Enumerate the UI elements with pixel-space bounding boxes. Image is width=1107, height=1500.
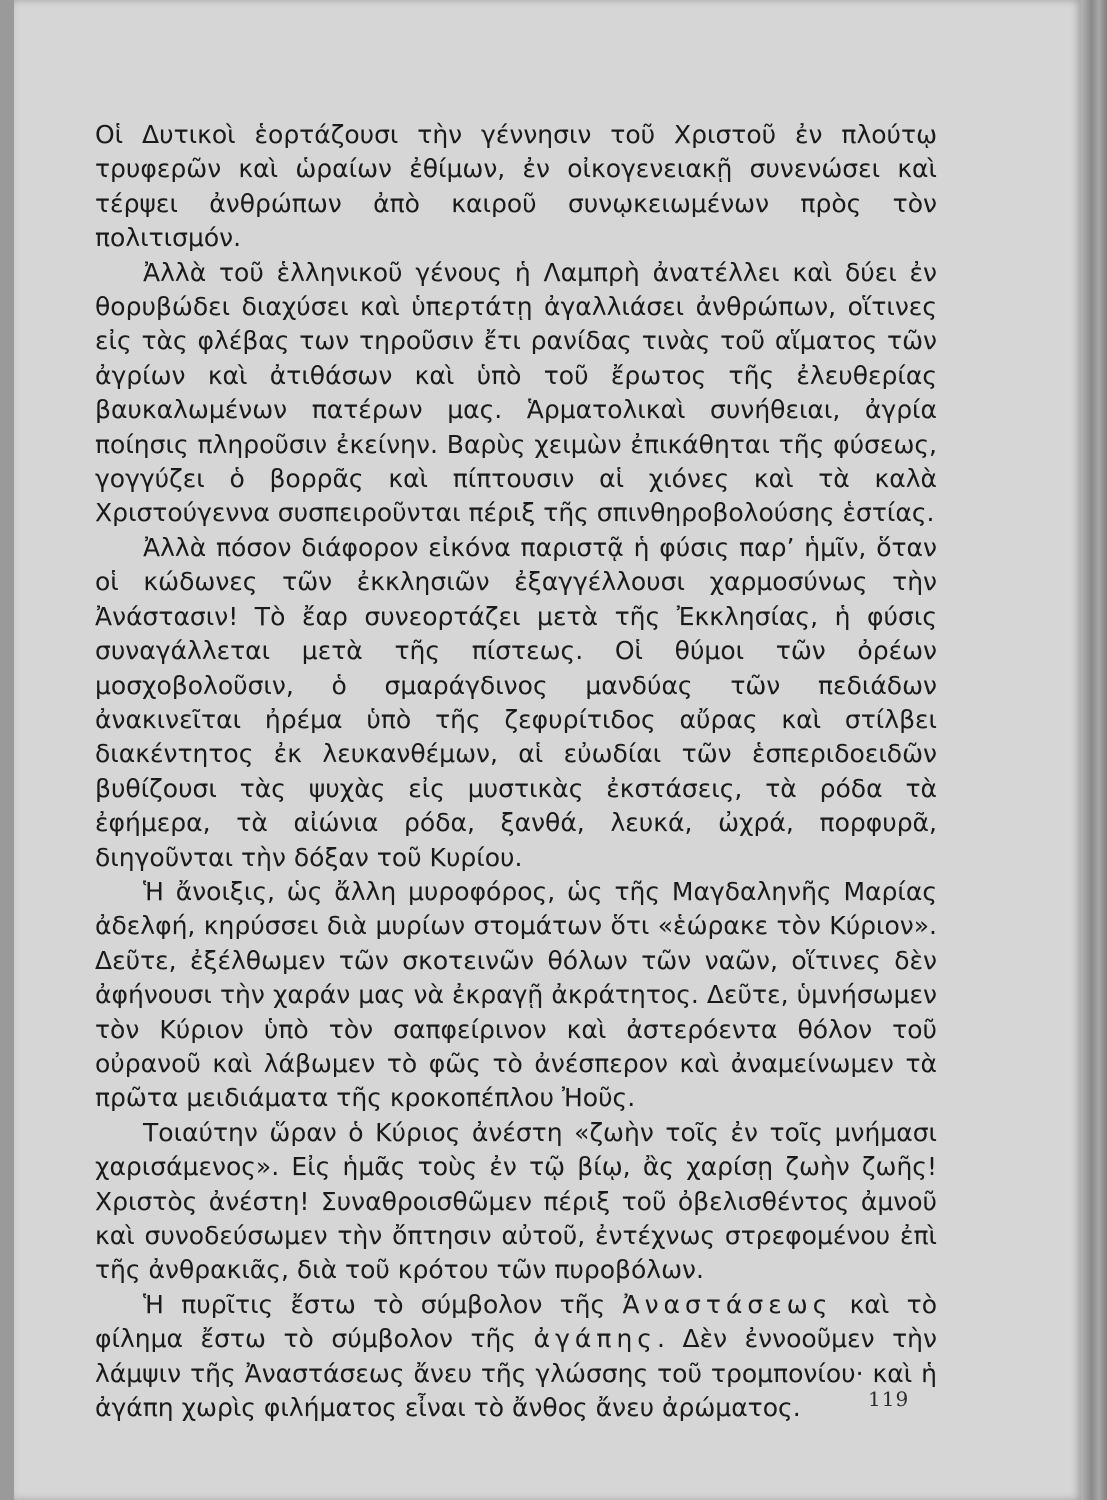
emphasis-agapis: ἀγάπης [533, 1324, 657, 1354]
paragraph-2: Ἀλλὰ τοῦ ἑλληνικοῦ γένους ἡ Λαμπρὴ ἀνατέλλει καὶ δύει ἐν θορυβώδει διαχύσει καὶ ὑπερτάτῃ ἀγαλλιάσει ἀνθρώπων, οἵτινες εἰς τὰς φλέβας των τηροῦσιν ἔτι ρανίδας τινὰς τοῦ αἵματος τῶν ἀγρίων καὶ ἀτιθάσων καὶ ὑπὸ τοῦ ἔρωτος τῆς ἐλευθερίας βαυκαλωμένων πατέρων μας. Ἁρματολικαὶ συνήθειαι, ἀγρία ποίησις πληροῦσιν ἐκείνην. Βαρὺς χειμὼν ἐπικάθηται τῆς φύσεως, γογγύζει ὁ βορρᾶς καὶ πίπτουσιν αἱ χιόνες καὶ τὰ καλὰ Χριστούγεννα συσπειροῦνται πέριξ τῆς σπινθηροβολούσης ἑστίας. [95, 257, 937, 528]
paragraph-6-part-3: . Δὲν ἐννοοῦμεν τὴν λάμψιν τῆς Ἀναστάσεως ἄνευ τῆς γλώσσης τοῦ τρομπονίου· καὶ ἡ ἀγάπη χωρὶς φιλήματος εἶναι τὸ ἄνθος ἄνευ ἀρώματος. [95, 1324, 937, 1423]
emphasis-anastaseos: Ἀναστάσεως [622, 1289, 833, 1319]
book-spine-edge [1081, 0, 1107, 1500]
page-left-edge [0, 0, 14, 1500]
paragraph-6-part-1: Ἡ πυρῖτις ἔστω τὸ σύμβολον τῆς [143, 1289, 623, 1319]
body-text [95, 118, 937, 1425]
paragraph-6-part-2: καὶ τὸ φίλημα ἔστω τὸ σύμβολον τῆς [95, 1289, 937, 1354]
paragraph-1: Οἱ Δυτικοὶ ἑορτάζουσι τὴν γέννησιν τοῦ Χριστοῦ ἐν πλούτῳ τρυφερῶν καὶ ὡραίων ἐθίμων, ἐν οἰκογενειακῇ συνενώσει καὶ τέρψει ἀνθρώπων ἀπὸ καιροῦ συνῳκειωμένων πρὸς τὸν πολιτισμόν. [95, 120, 937, 253]
page-number: 119 [868, 1387, 910, 1411]
paragraph-4: Ἡ ἄνοιξις, ὡς ἄλλη μυροφόρος, ὡς τῆς Μαγδαληνῆς Μαρίας ἀδελφή, κηρύσσει διὰ μυρίων στομάτων ὅτι «ἑώρακε τὸν Κύριον». Δεῦτε, ἐξέλθωμεν τῶν σκοτεινῶν θόλων τῶν ναῶν, οἵτινες δὲν ἀφήνουσι τὴν χαράν μας νὰ ἐκραγῇ ἀκράτητος. Δεῦτε, ὑμνήσωμεν τὸν Κύριον ὑπὸ τὸν σαπφείρινον καὶ ἀστερόεντα θόλον τοῦ οὐρανοῦ καὶ λάβωμεν τὸ φῶς τὸ ἀνέσπερον καὶ ἀναμείνωμεν τὰ πρῶτα μειδιάματα τῆς κροκοπέπλου Ἠοῦς. [95, 876, 937, 1113]
paragraph-6 [95, 1288, 937, 1426]
paragraph-3: Ἀλλὰ πόσον διάφορον εἰκόνα παριστᾷ ἡ φύσις παρ’ ἡμῖν, ὅταν οἱ κώδωνες τῶν ἐκκλησιῶν ἐξαγγέλλουσι χαρμοσύνως τὴν Ἀνάστασιν! Τὸ ἔαρ συνεορτάζει μετὰ τῆς Ἐκκλησίας, ἡ φύσις συναγάλλεται μετὰ τῆς πίστεως. Οἱ θύμοι τῶν ὀρέων μοσχοβολοῦσιν, ὁ σμαράγδινος μανδύας τῶν πεδιάδων ἀνακινεῖται ἠρέμα ὑπὸ τῆς ζεφυρίτιδος αὔρας καὶ στίλβει διακέντητος ἐκ λευκανθέμων, αἱ εὐωδίαι τῶν ἑσπεριδοειδῶν βυθίζουσι τὰς ψυχὰς εἰς μυστικὰς ἐκστάσεις, τὰ ρόδα τὰ ἐφήμερα, τὰ αἰώνια ρόδα, ξανθά, λευκά, ὠχρά, πορφυρᾶ, διηγοῦνται τὴν δόξαν τοῦ Κυρίου. [95, 532, 937, 872]
paragraph-5: Τοιαύτην ὥραν ὁ Κύριος ἀνέστη «ζωὴν τοῖς ἐν τοῖς μνήμασι χαρισάμενος». Εἰς ἡμᾶς τοὺς ἐν τῷ βίῳ, ἂς χαρίσῃ ζωὴν ζωῆς! Χριστὸς ἀνέστη! Συναθροισθῶμεν πέριξ τοῦ ὀβελισθέντος ἀμνοῦ καὶ συνοδεύσωμεν τὴν ὄπτησιν αὐτοῦ, ἐντέχνως στρεφομένου ἐπὶ τῆς ἀνθρακιᾶς, διὰ τοῦ κρότου τῶν πυροβόλων. [95, 1117, 937, 1285]
